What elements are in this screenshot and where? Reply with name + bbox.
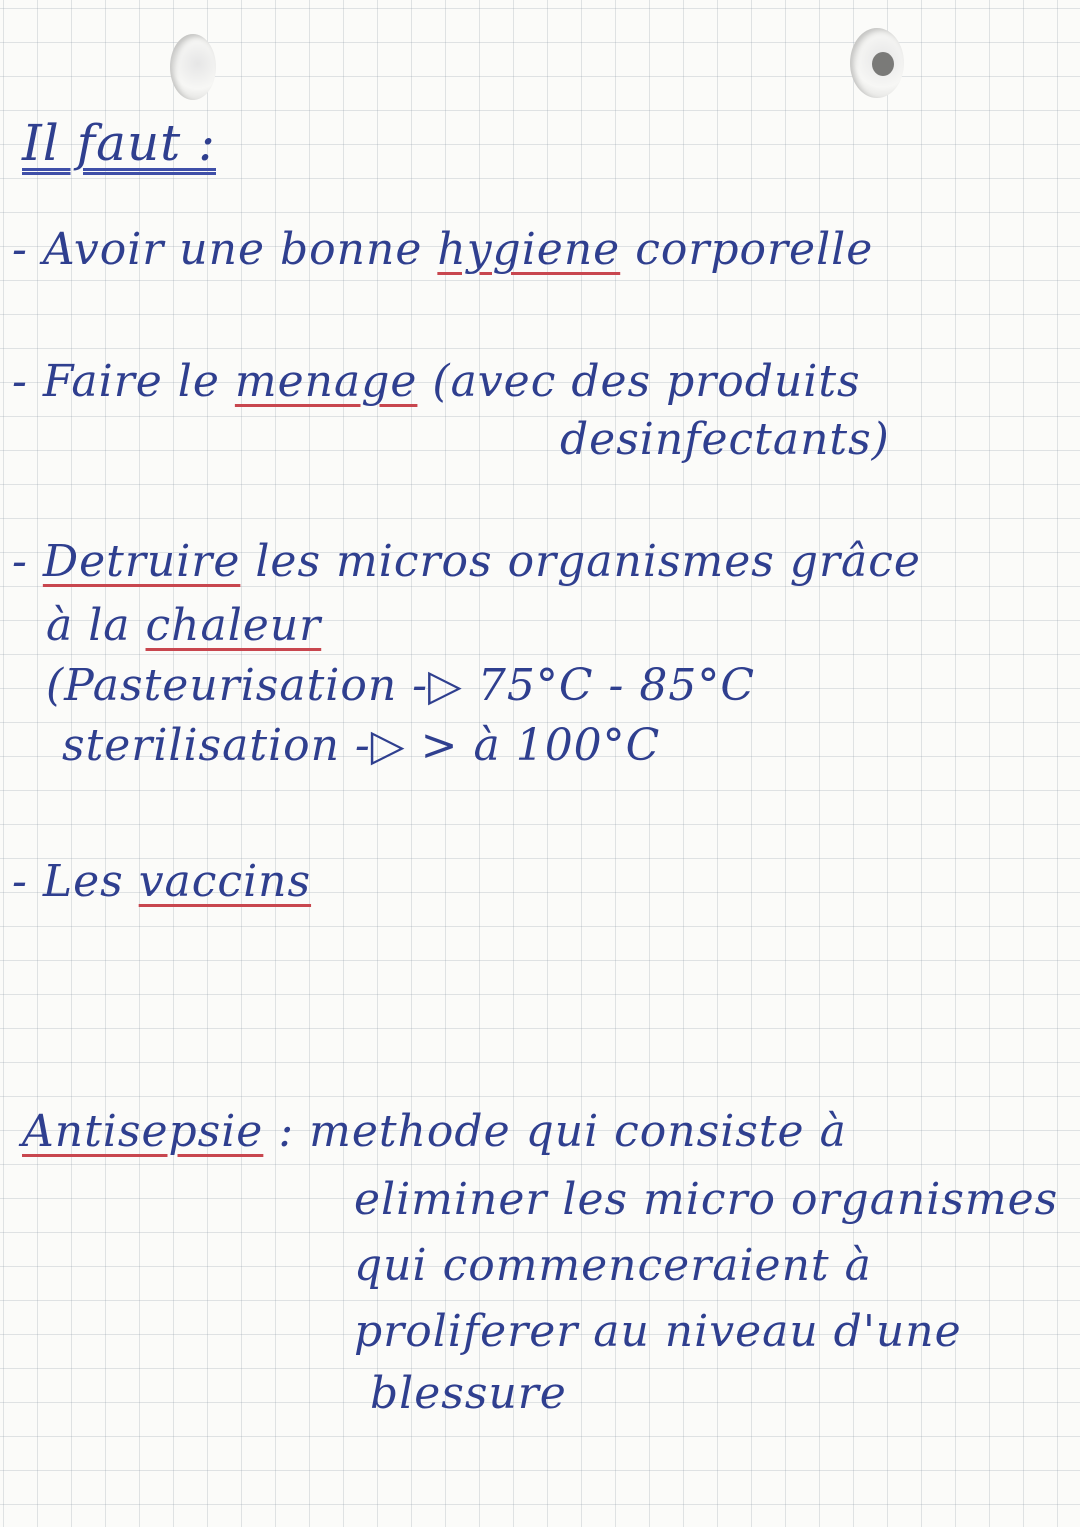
list-item-hygiene bbox=[12, 224, 874, 275]
sterilisation-line bbox=[62, 720, 661, 771]
item-text: sterilisation -▷ > à 100°C bbox=[62, 720, 661, 771]
definition-line4 bbox=[354, 1306, 962, 1357]
definition-text: blessure bbox=[370, 1368, 567, 1419]
item-text: Avoir une bonne bbox=[42, 224, 438, 275]
bullet-dash: - bbox=[12, 356, 43, 407]
definition-antisepsie bbox=[22, 1106, 847, 1157]
definition-line5 bbox=[370, 1368, 567, 1419]
keyword-vaccins: vaccins bbox=[138, 856, 312, 907]
bullet-dash: - bbox=[12, 536, 43, 587]
definition-text: eliminer les micro organismes bbox=[354, 1174, 1059, 1225]
keyword-chaleur: chaleur bbox=[145, 600, 322, 651]
bullet-dash: - bbox=[12, 856, 43, 907]
item-text: corporelle bbox=[620, 224, 874, 275]
item-text: Faire le bbox=[42, 356, 235, 407]
list-item-menage bbox=[12, 356, 861, 407]
definition-line2 bbox=[354, 1174, 1059, 1225]
pasteurisation-line bbox=[46, 660, 755, 711]
definition-term: Antisepsie bbox=[22, 1106, 264, 1157]
keyword-detruire: Detruire bbox=[42, 536, 241, 587]
item-text: les micros organismes grâce bbox=[240, 536, 921, 587]
heading bbox=[22, 114, 216, 172]
item-text: (avec des produits bbox=[417, 356, 861, 407]
item-text: desinfectants) bbox=[560, 414, 890, 465]
keyword-hygiene: hygiene bbox=[437, 224, 621, 275]
bullet-dash: - bbox=[12, 224, 43, 275]
definition-text: qui commenceraient à bbox=[354, 1240, 872, 1291]
binder-hole-right bbox=[850, 28, 904, 98]
binder-hole-left bbox=[170, 34, 216, 100]
definition-separator: : bbox=[263, 1106, 310, 1157]
definition-line3 bbox=[354, 1240, 872, 1291]
heading-text: Il faut : bbox=[22, 114, 216, 172]
list-item-menage-continued bbox=[560, 414, 890, 465]
keyword-menage: menage bbox=[234, 356, 418, 407]
item-text: (Pasteurisation -▷ 75°C - 85°C bbox=[46, 660, 755, 711]
definition-text: methode qui consiste à bbox=[309, 1106, 847, 1157]
list-item-detruire bbox=[12, 536, 921, 587]
list-item-vaccins bbox=[12, 856, 312, 907]
list-item-detruire-line2 bbox=[46, 600, 322, 651]
item-text: Les bbox=[42, 856, 139, 907]
item-text: à la bbox=[46, 600, 146, 651]
definition-text: proliferer au niveau d'une bbox=[354, 1306, 962, 1357]
